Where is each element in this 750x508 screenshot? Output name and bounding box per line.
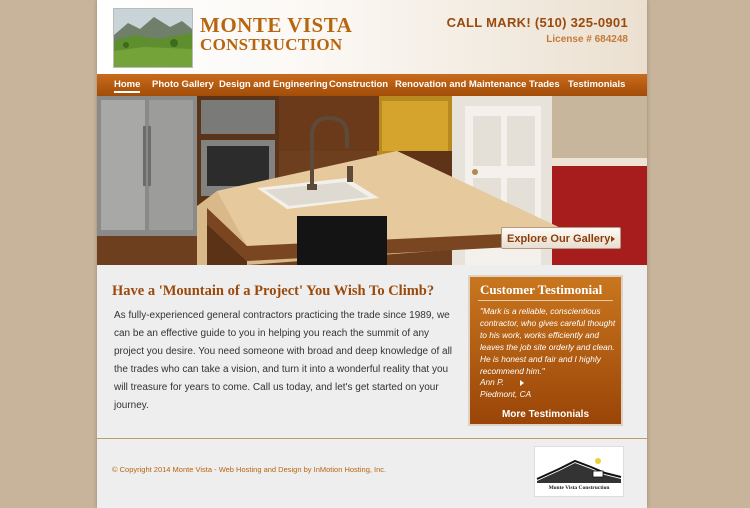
hero-banner (97, 96, 647, 265)
page-headline: Have a 'Mountain of a Project' You Wish To Climb? (112, 283, 435, 299)
main-content (97, 265, 647, 438)
intro-text (114, 307, 454, 415)
testimonial-author: Ann P. (480, 377, 504, 387)
logo-image[interactable] (113, 8, 193, 68)
arrow-right-icon[interactable] (520, 380, 524, 386)
arrow-right-icon (611, 236, 615, 242)
nav-item-construction[interactable]: Construction (329, 79, 389, 90)
copyright-text: © Copyright 2014 Monte Vista - Web Hosting and Design by InMotion Hosting, Inc. (112, 465, 387, 474)
phone-number: CALL MARK! (510) 325-0901 (446, 15, 628, 30)
footer-logo[interactable] (534, 446, 624, 497)
nav-item-home[interactable]: Home (114, 79, 140, 93)
testimonial-location: Piedmont, CA (480, 389, 532, 399)
testimonial-divider (478, 300, 613, 301)
main-nav (97, 74, 647, 96)
footer-logo-text: Monte Vista Construction (548, 485, 610, 491)
logo-line-2: CONSTRUCTION (200, 35, 343, 54)
footer (97, 439, 647, 508)
logo-wordmark[interactable] (200, 13, 353, 54)
explore-gallery-label: Explore Our Gallery (507, 233, 611, 245)
nav-item-renovation-and-maintenance[interactable]: Renovation and Maintenance (395, 79, 527, 90)
header (97, 0, 647, 74)
license-number: License # 684248 (546, 34, 628, 45)
page (97, 0, 647, 508)
more-testimonials-link[interactable]: More Testimonials (501, 409, 590, 420)
intro-paragraph: As fully-experienced general contractors practicing the trade since 1989, we can be an effective guide to you in helping you reach the summit of any project you desire. You need someone with broad and deep knowledge of all the trades who can take a vision, and turn it into a wonderful reality that you will treasure for years to come. Call us today, and let's get started on your journey. (114, 310, 453, 411)
logo-line-1: MONTE VISTA (200, 13, 353, 37)
explore-gallery-button[interactable] (501, 227, 621, 249)
testimonial-box (468, 275, 623, 426)
testimonial-title: Customer Testimonial (480, 282, 603, 297)
nav-item-photo-gallery[interactable]: Photo Gallery (152, 79, 214, 90)
testimonial-quote: "Mark is a reliable, conscientious contractor, who gives careful thought to his work, works efficiently and leaves the job site orderly and clean. He is honest and fair and I highly recommend him." (480, 306, 616, 376)
nav-item-testimonials[interactable]: Testimonials (568, 79, 626, 90)
nav-item-trades[interactable]: Trades (529, 79, 560, 90)
nav-item-design-and-engineering[interactable]: Design and Engineering (219, 79, 328, 90)
